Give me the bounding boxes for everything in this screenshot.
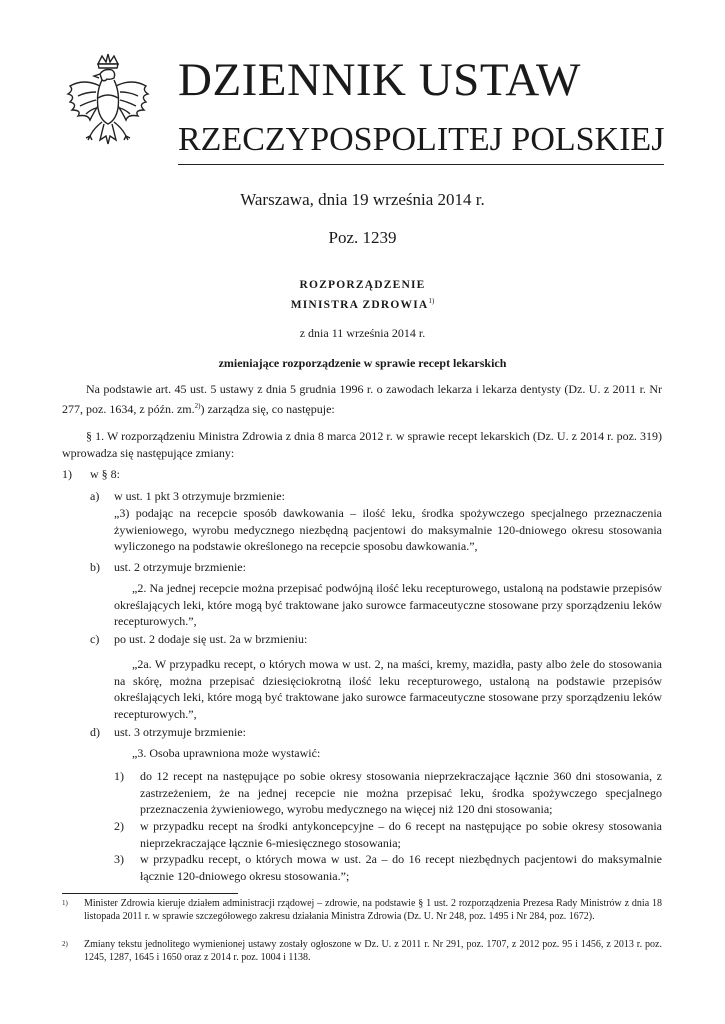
preamble-text: Na podstawie art. 45 ust. 5 ustawy z dnia 5 grudnia 1996 r. o zawodach lekarza i lekarza dentysty (Dz. U. z 2011 r. Nr 277, poz. 1634, z późn. zm.: [62, 382, 662, 416]
item-a-text: w ust. 1 pkt 3 otrzymuje brzmienie:: [114, 489, 285, 503]
act-issuer: [0, 297, 725, 311]
footnote-2-number: 2): [62, 940, 68, 948]
item-d-quote: „3. Osoba uprawniona może wystawić:: [132, 746, 321, 760]
item-1-text: w § 8:: [90, 467, 120, 481]
item-d2-label: 2): [114, 819, 124, 833]
preamble-text-end: ) zarządza się, co następuje:: [200, 401, 335, 416]
item-c-text: po ust. 2 dodaje się ust. 2a w brzmieniu:: [114, 632, 308, 646]
footnote-1-text: Minister Zdrowia kieruje działem administracji rządowej – zdrowie, na podstawie § 1 ust. 2 rozporządzenia Prezesa Rady Ministrów z dnia 18 listopada 2011 r. w sprawie szczegółowego zakresu działania Ministra Zdrowia (Dz. U. Nr 248, poz. 1495 i Nr 284, poz. 1672).: [84, 898, 662, 922]
item-d1-label: 1): [114, 769, 124, 783]
item-b-label: b): [90, 560, 100, 574]
item-d3-text: w przypadku recept, o których mowa w ust. 2a – do 16 recept niezbędnych pacjentowi do maksymalnie łącznie 120-dniowego okresu stosowania.”;: [140, 852, 662, 883]
item-d-label: d): [90, 725, 100, 739]
publication-date: Warszawa, dnia 19 września 2014 r.: [240, 190, 485, 209]
polish-eagle-icon: [60, 52, 156, 162]
item-d1-text: do 12 recept na następujące po sobie okresy stosowania nieprzekraczające łącznie 360 dni stosowania, z zastrzeżeniem, że na jednej recepcie nie można przepisać leku, środka spożywczego specjalnego przeznaczenia żywieniowego, wyrobu medycznego na więcej niż 120 dni stosowania;: [140, 769, 662, 816]
act-date: z dnia 11 września 2014 r.: [299, 326, 426, 340]
item-a-quote: „3) podając na recepcie sposób dawkowania – ilość leku, środka spożywczego specjalnego przeznaczenia żywieniowego, wyrobu medycznego niezbędną pacjentowi do maksymalnie 120-dniowego okresu stosowania wyliczonego na podstawie określonego na recepcie sposobu dawkowania.”,: [114, 506, 662, 553]
act-subject: zmieniające rozporządzenie w sprawie recept lekarskich: [218, 356, 507, 370]
item-b-quote: „2. Na jednej recepcie można przepisać podwójną ilość leku recepturowego, ustaloną na podstawie przepisów określających leki, które mogą być traktowane jako surowce farmaceutyczne stosowane przy sporządzeniu leków recepturowych.”,: [114, 581, 662, 628]
act-type: ROZPORZĄDZENIE: [299, 279, 426, 291]
publication-position: Poz. 1239: [328, 228, 397, 247]
item-c-quote: „2a. W przypadku recept, o których mowa w ust. 2, na maści, kremy, mazidła, pasty albo żele do stosowania na skórę, można przepisać dziesięciokrotną ilość leku recepturowego, ustaloną na podstawie przepisów określających leki, które mogą być traktowane jako surowce farmaceutyczne stosowane przy sporządzeniu leków recepturowych.”,: [114, 657, 662, 721]
item-c-label: c): [90, 632, 100, 646]
item-d3-label: 3): [114, 852, 124, 866]
item-b-text: ust. 2 otrzymuje brzmienie:: [114, 560, 246, 574]
item-d-text: ust. 3 otrzymuje brzmienie:: [114, 725, 246, 739]
preamble: [62, 381, 662, 417]
footnote-marker: 2): [194, 401, 201, 410]
gazette-title: DZIENNIK USTAW: [178, 54, 581, 106]
gazette-subtitle: RZECZYPOSPOLITEJ POLSKIEJ: [178, 121, 665, 158]
act-issuer-name: MINISTRA ZDROWIA: [290, 298, 429, 311]
footnote-divider: [62, 893, 238, 894]
masthead-divider: [178, 164, 664, 165]
footnote-2-text: Zmiany tekstu jednolitego wymienionej ustawy zostały ogłoszone w Dz. U. z 2011 r. Nr 291, poz. 1707, z 2012 poz. 95 i 1456, z 2013 r. poz. 1245, 1287, 1645 i 1650 oraz z 2014 r. poz. 1004 i 1138.: [84, 939, 662, 963]
item-d2-text: w przypadku recept na środki antykoncepcyjne – do 6 recept na następujące po sobie okresy stosowania nieprzekraczające łącznie 6-miesięcznego stosowania;: [140, 819, 662, 850]
footnote-1-number: 1): [62, 899, 68, 907]
item-1-label: 1): [62, 467, 72, 481]
footnote-marker: 1): [428, 297, 435, 305]
item-a-label: a): [90, 489, 100, 503]
section-1: § 1. W rozporządzeniu Ministra Zdrowia z dnia 8 marca 2012 r. w sprawie recept lekarskich (Dz. U. z 2014 r. poz. 319) wprowadza się następujące zmiany:: [62, 429, 662, 460]
